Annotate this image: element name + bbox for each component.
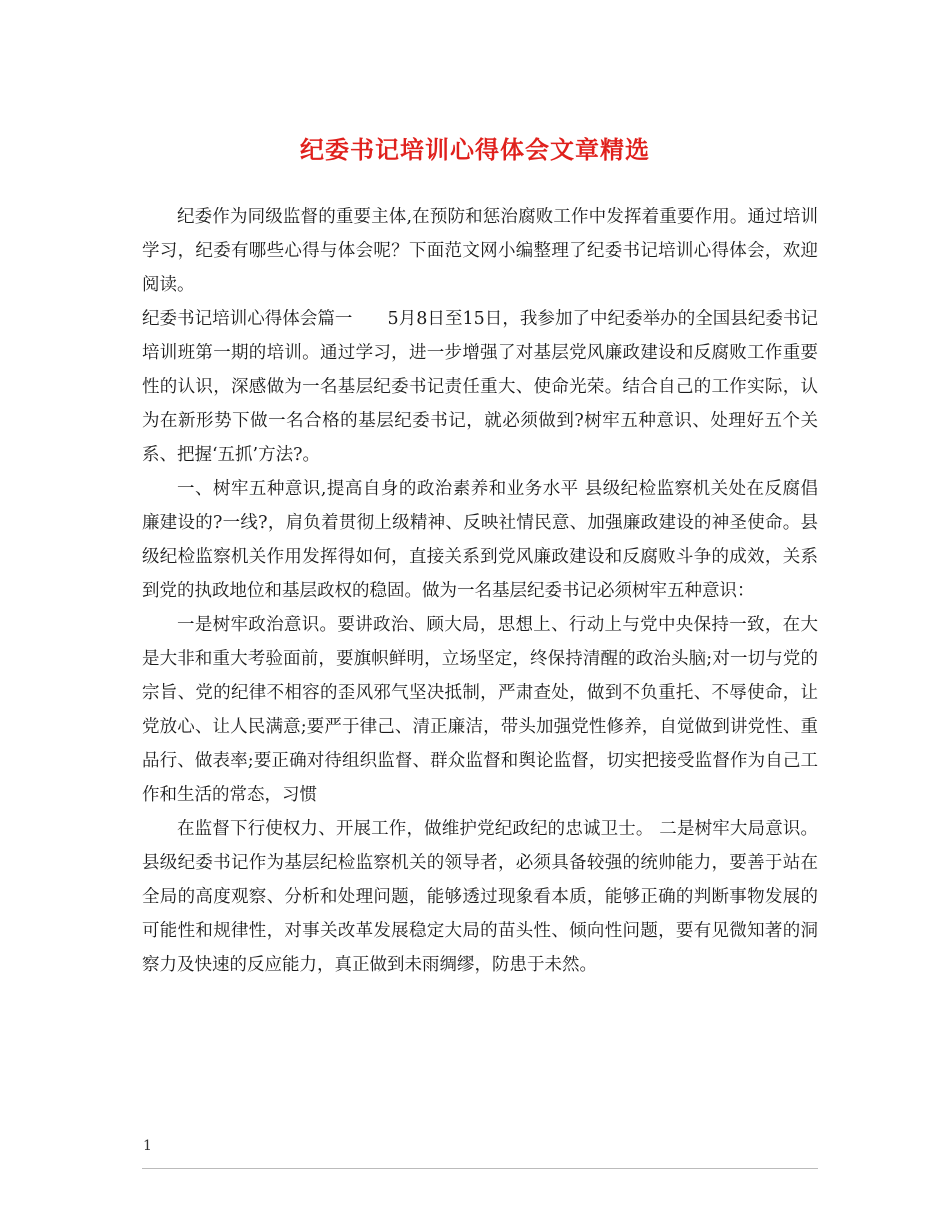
document-body (142, 200, 818, 982)
paragraph-section-one: 一、树牢五种意识,提高自身的政治素养和业务水平 县级纪检监察机关处在反腐倡廉建设的?一线?，肩负着贯彻上级精神、反映社情民意、加强廉政建设的神圣使命。县级纪检监察机关作用发挥得如何，直接关系到党风廉政建设和反腐败斗争的成效，关系到党的执政地位和基层政权的稳固。做为一名基层纪委书记必须树牢五种意识： (142, 479, 818, 601)
paragraph-intro: 纪委作为同级监督的重要主体,在预防和惩治腐败工作中发挥着重要作用。通过培训学习，纪委有哪些心得与体会呢？下面范文网小编整理了纪委书记培训心得体会，欢迎阅读。 (142, 207, 818, 295)
document-title: 纪委书记培训心得体会文章精选 (300, 135, 650, 164)
paragraph-political-awareness: 一是树牢政治意识。要讲政治、顾大局，思想上、行动上与党中央保持一致，在大是大非和重大考验面前，要旗帜鲜明，立场坚定，终保持清醒的政治头脑;对一切与党的宗旨、党的纪律不相容的歪风邪气坚决抵制，严肃查处，做到不负重托、不辱使命，让党放心、让人民满意;要严于律己、清正廉洁，带头加强党性修养，自觉做到讲党性、重品行、做表率;要正确对待组织监督、群众监督和舆论监督，切实把接受监督作为自己工作和生活的常态，习惯 (142, 615, 818, 805)
paragraph-overall-awareness: 在监督下行使权力、开展工作，做维护党纪政纪的忠诚卫士。 二是树牢大局意识。县级纪委书记作为基层纪检监察机关的领导者，必须具备较强的统帅能力，要善于站在全局的高度观察、分析和处理问题，能够透过现象看本质，能够正确的判断事物发展的可能性和规律性，对事关改革发展稳定大局的苗头性、倾向性问题，要有见微知著的洞察力及快速的反应能力，真正做到未雨绸缪，防患于未然。 (142, 819, 818, 975)
footer-divider (142, 1168, 818, 1169)
paragraph-part-one: 纪委书记培训心得体会篇一 5月8日至15日，我参加了中纪委举办的全国县纪委书记培训班第一期的培训。通过学习，进一步增强了对基层党风廉政建设和反腐败工作重要性的认识，深感做为一名基层纪委书记责任重大、使命光荣。结合自己的工作实际，认为在新形势下做一名合格的基层纪委书记，就必须做到?树牢五种意识、处理好五个关系、把握‘五抓’方法?。 (142, 309, 818, 465)
page-number: 1 (143, 1138, 152, 1154)
